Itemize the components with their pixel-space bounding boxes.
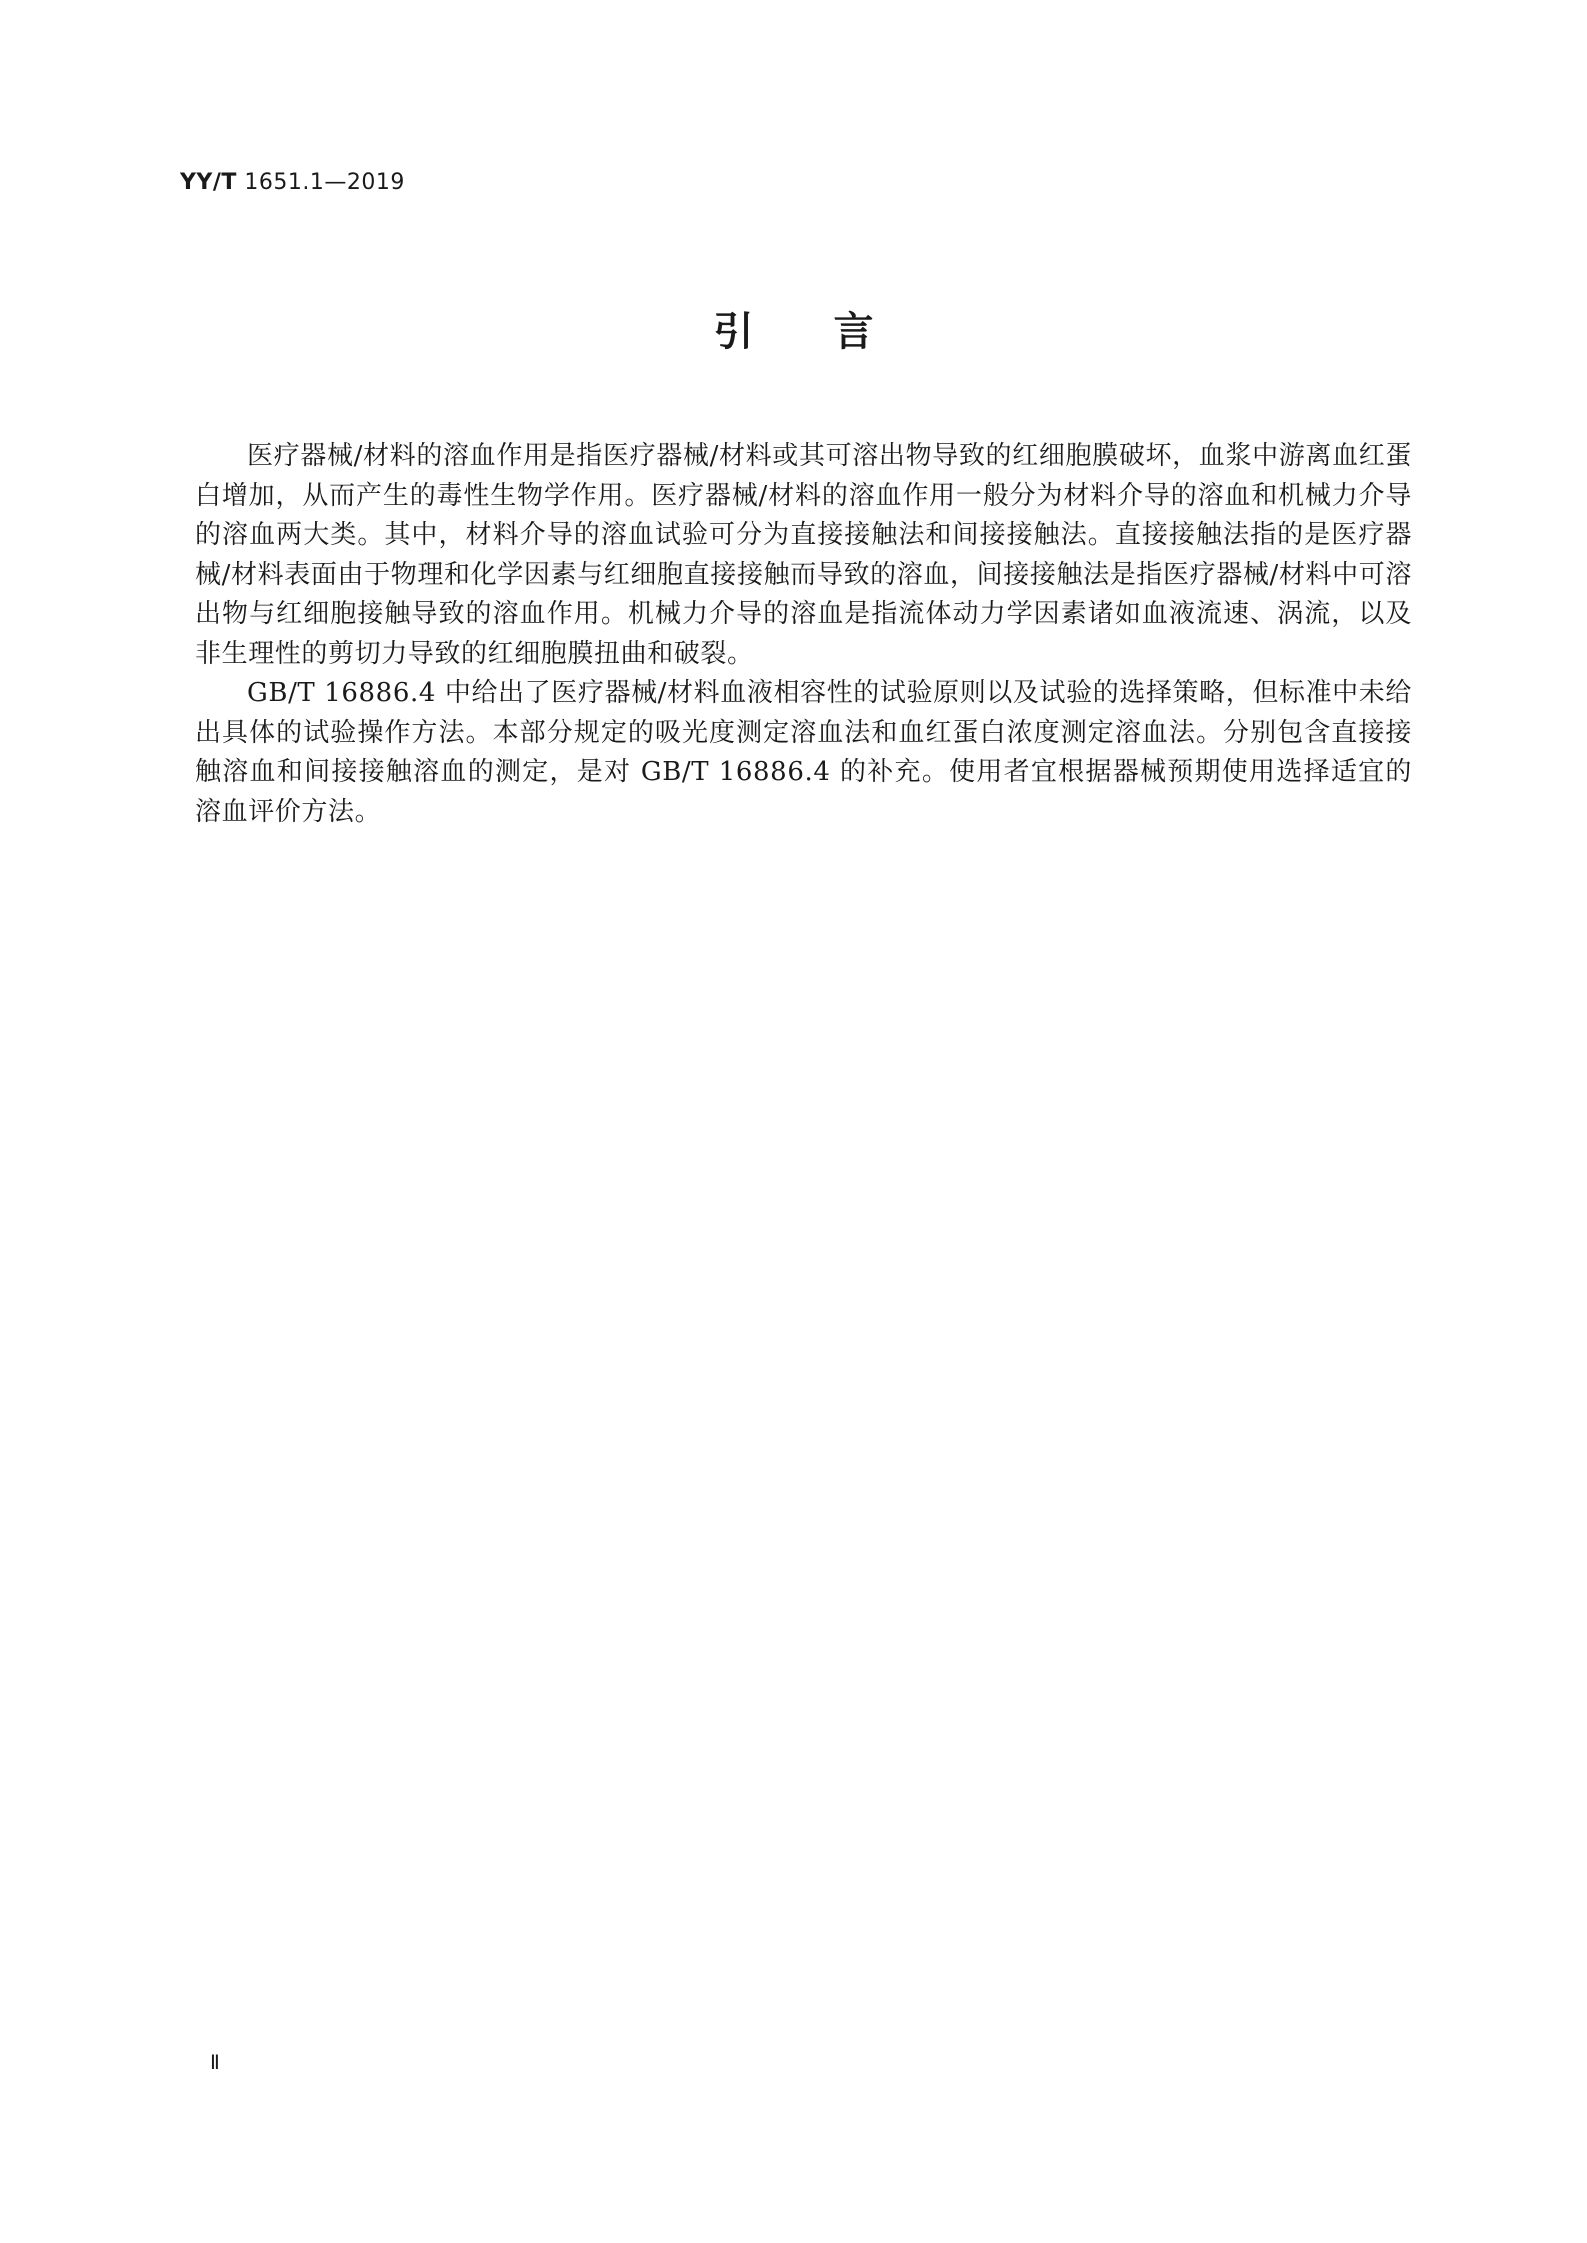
page-title: 引言 xyxy=(713,309,954,355)
standard-prefix: YY/T xyxy=(180,170,237,195)
paragraph-1: 医疗器械/材料的溶血作用是指医疗器械/材料或其可溶出物导致的红细胞膜破坏，血浆中游离血红蛋白增加，从而产生的毒性生物学作用。医疗器械/材料的溶血作用一般分为材料介导的溶血和机械力介导的溶血两大类。其中，材料介导的溶血试验可分为直接接触法和间接接触法。直接接触法指的是医疗器械/材料表面由于物理和化学因素与红细胞直接接触而导致的溶血，间接接触法是指医疗器械/材料中可溶出物与红细胞接触导致的溶血作用。机械力介导的溶血是指流体动力学因素诸如血液流速、涡流，以及非生理性的剪切力导致的红细胞膜扭曲和破裂。 xyxy=(195,441,1412,669)
page-number: Ⅱ xyxy=(210,2052,220,2074)
standard-code xyxy=(180,170,405,195)
standard-number: 1651.1—2019 xyxy=(244,170,405,195)
introduction-body xyxy=(195,437,1412,832)
paragraph-2: GB/T 16886.4 中给出了医疗器械/材料血液相容性的试验原则以及试验的选择策略，但标准中未给出具体的试验操作方法。本部分规定的吸光度测定溶血法和血红蛋白浓度测定溶血法。分别包含直接接触溶血和间接接触溶血的测定，是对 GB/T 16886.4 的补充。使用者宜根据器械预期使用选择适宜的溶血评价方法。 xyxy=(195,678,1412,827)
